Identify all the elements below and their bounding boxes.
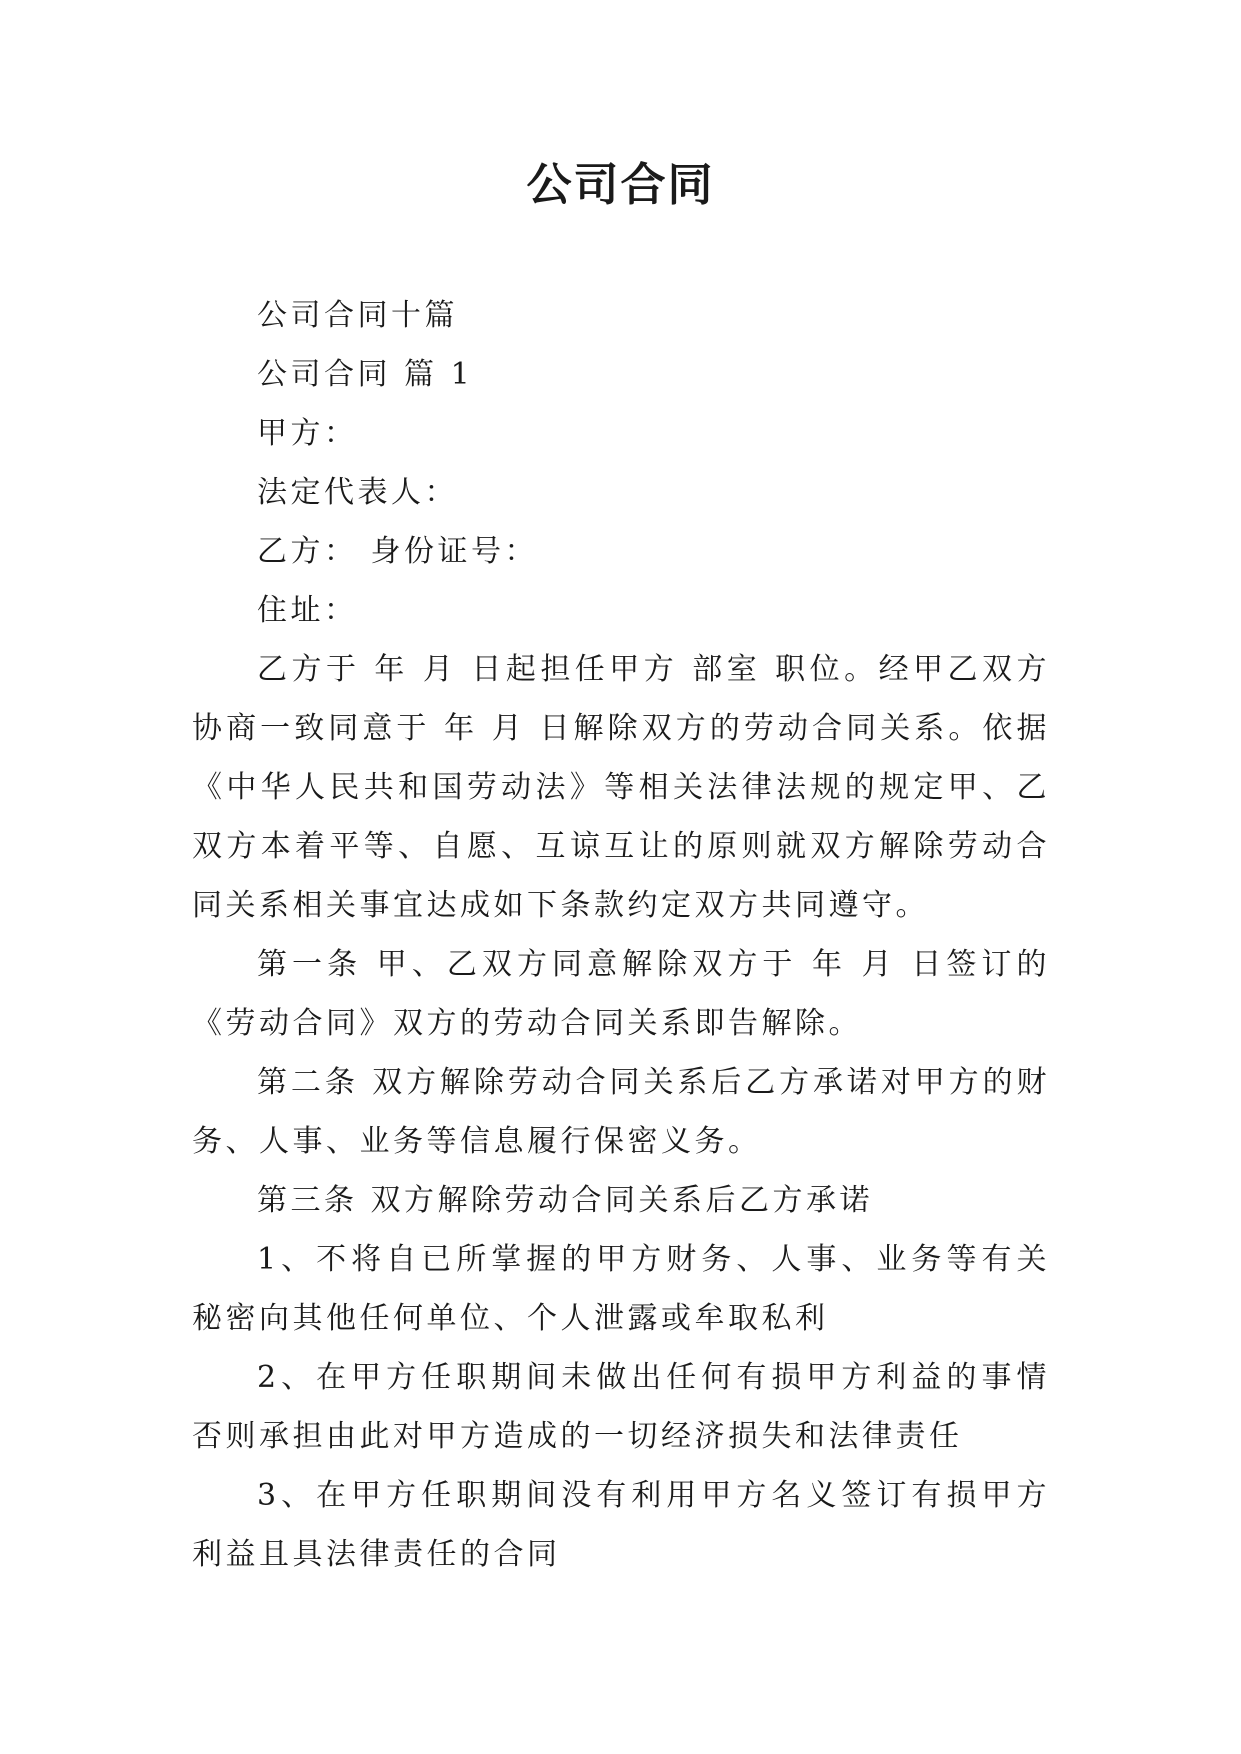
document-title: 公司合同 (526, 158, 715, 211)
paragraph-address: 住址： (257, 593, 358, 628)
paragraph-article-3: 第三条 双方解除劳动合同关系后乙方承诺 (257, 1183, 874, 1218)
paragraph-preamble: 乙方于 年 月 日起担任甲方 部室 职位。经甲乙双方协商一致同意于 年 月 日解除双方的劳动合同关系。依据《中华人民共和国劳动法》等相关法律法规的规定甲、乙双方本着平等、自愿、互谅互让的原则就双方解除劳动合同关系相关事宜达成如下条款约定双方共同遵守。 (192, 652, 1050, 923)
paragraph-section-heading: 公司合同 篇 1 (257, 357, 474, 392)
paragraph-clause-2: 2、在甲方任职期间未做出任何有损甲方利益的事情否则承担由此对甲方造成的一切经济损失和法律责任 (192, 1360, 1050, 1454)
paragraph-party-a: 甲方： (257, 416, 358, 451)
paragraph-article-2: 第二条 双方解除劳动合同关系后乙方承诺对甲方的财务、人事、业务等信息履行保密义务。 (192, 1065, 1050, 1159)
paragraph-collection-title: 公司合同十篇 (257, 298, 458, 333)
paragraph-clause-3: 3、在甲方任职期间没有利用甲方名义签订有损甲方利益且具法律责任的合同 (192, 1478, 1050, 1572)
document-body (192, 286, 1050, 1584)
paragraph-article-1: 第一条 甲、乙双方同意解除双方于 年 月 日签订的《劳动合同》双方的劳动合同关系即告解除。 (192, 947, 1050, 1041)
paragraph-legal-representative: 法定代表人： (257, 475, 458, 510)
paragraph-clause-1: 1、不将自已所掌握的甲方财务、人事、业务等有关秘密向其他任何单位、个人泄露或牟取私利 (192, 1242, 1050, 1336)
paragraph-party-b-id: 乙方： 身份证号： (257, 534, 539, 569)
